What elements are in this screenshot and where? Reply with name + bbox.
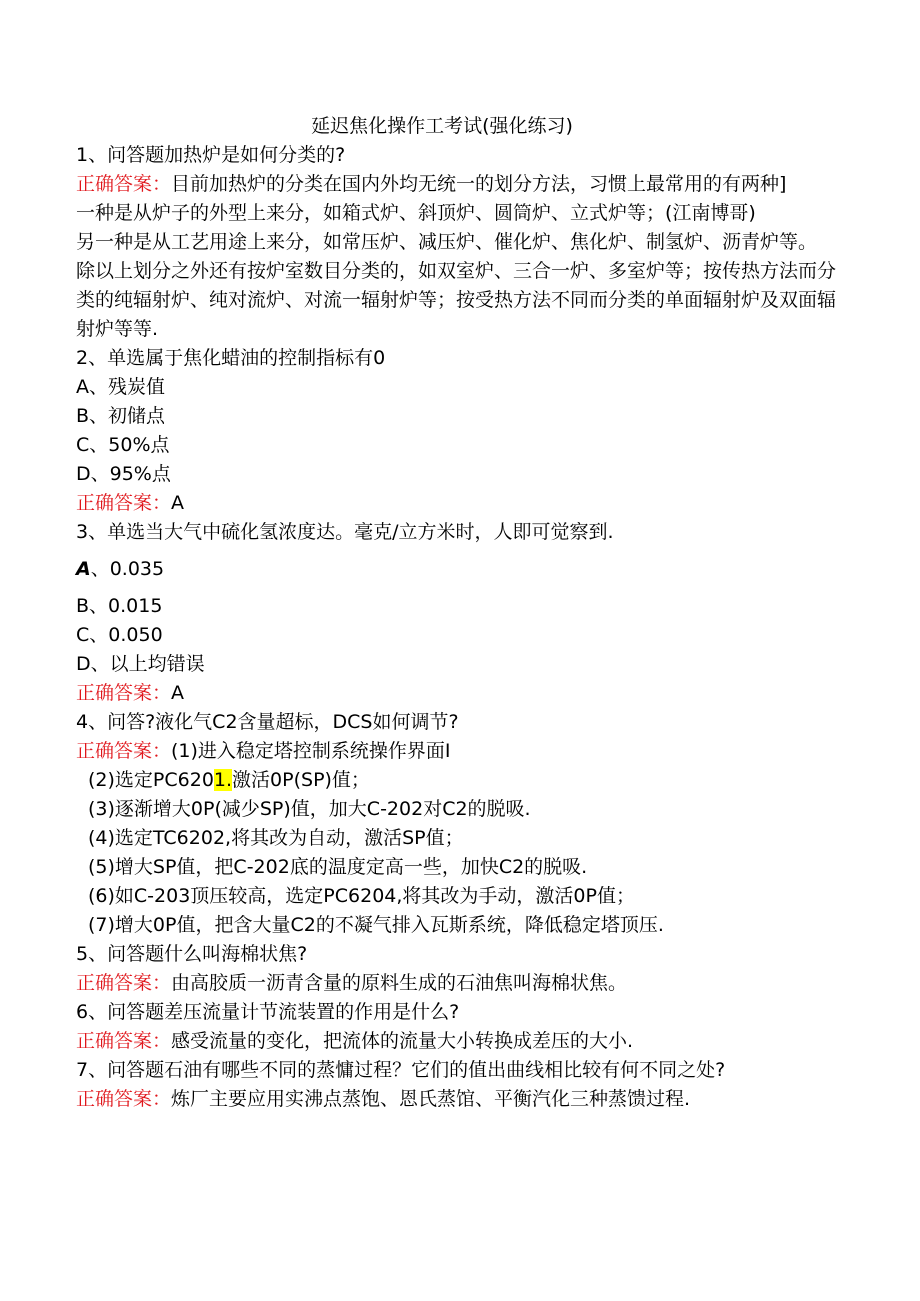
q3-option-a-letter: A (76, 558, 91, 580)
spacer (76, 547, 836, 555)
q2-option-a: A、残炭值 (76, 376, 165, 398)
answer-4-step-6: (6)如C-203顶压较高，选定PC6204,将其改为手动，激活0P值； (88, 885, 635, 907)
q3-option-d: D、以上均错误 (76, 653, 205, 675)
answer-label: 正确答案： (76, 740, 172, 762)
answer-4-step-4: (4)选定TC6202,将其改为自动，激活SP值； (88, 827, 464, 849)
answer-4-step-7: (7)增大0P值，把含大量C2的不凝气排入瓦斯系统，降低稳定塔顶压. (88, 914, 664, 936)
question-1: 1、问答题加热炉是如何分类的? (76, 144, 346, 166)
q3-option-c: C、0.050 (76, 624, 163, 646)
answer-2 (76, 489, 836, 518)
answer-1-line-4: 除以上划分之外还有按炉室数目分类的，如双室炉、三合一炉、多室炉等；按传热方法而分类的纯辐射炉、纯对流炉、对流一辐射炉等；按受热方法不同而分类的单面辐射炉及双面辐射炉等等. (76, 260, 837, 340)
answer-3 (76, 679, 836, 708)
answer-label: 正确答案： (76, 492, 172, 514)
answer-4-step-2 (76, 766, 836, 795)
answer-label: 正确答案： (76, 682, 172, 704)
q3-option-a-text: 、0.035 (90, 558, 165, 580)
answer-4-step-1: (1)进入稳定塔控制系统操作界面I (171, 740, 451, 762)
answer-1-line-1 (76, 170, 836, 199)
page-title: 延迟焦化操作工考试(强化练习) (311, 115, 573, 137)
exam-content (76, 141, 836, 1114)
answer-5 (76, 969, 836, 998)
answer-6 (76, 1027, 836, 1056)
question-2: 2、单选属于焦化蜡油的控制指标有0 (76, 347, 386, 369)
answer-5-text: 由高胶质一沥青含量的原料生成的石油焦叫海棉状焦。 (171, 972, 628, 994)
answer-label: 正确答案： (76, 1088, 172, 1110)
step-2-prefix: (2)选定PC620 (88, 769, 214, 791)
answer-7 (76, 1085, 836, 1114)
question-3: 3、单选当大气中硫化氢浓度达。毫克/立方米时，人即可觉察到. (76, 521, 614, 543)
answer-7-text: 炼厂主要应用实沸点蒸饱、恩氏蒸馆、平衡汽化三种蒸馈过程. (171, 1088, 691, 1110)
answer-4-step-3: (3)逐渐增大0P(减少SP)值，加大C-202对C2的脱吸. (88, 798, 531, 820)
q2-option-d: D、95%点 (76, 463, 171, 485)
step-2-highlight: 1. (213, 769, 233, 791)
answer-2-value: A (171, 492, 185, 514)
answer-label: 正确答案： (76, 1030, 172, 1052)
q2-option-b: B、初储点 (76, 405, 166, 427)
question-4: 4、问答?液化气C2含量超标，DCS如何调节? (76, 711, 459, 733)
q3-option-a (76, 555, 836, 584)
step-2-suffix: 激活0P(SP)值； (232, 769, 370, 791)
question-6: 6、问答题差压流量计节流装置的作用是什么? (76, 1001, 460, 1023)
answer-label: 正确答案： (76, 173, 172, 195)
q2-option-c: C、50%点 (76, 434, 170, 456)
answer-1-line-2: 一种是从炉子的外型上来分，如箱式炉、斜顶炉、圆筒炉、立式炉等；(江南博哥) (76, 202, 756, 224)
question-5: 5、问答题什么叫海棉状焦? (76, 943, 308, 965)
question-7: 7、问答题石油有哪些不同的蒸慵过程？它们的值出曲线相比较有何不同之处? (76, 1059, 726, 1081)
answer-6-text: 感受流量的变化，把流体的流量大小转换成差压的大小. (171, 1030, 634, 1052)
answer-1-line-3: 另一种是从工艺用途上来分，如常压炉、减压炉、催化炉、焦化炉、制氢炉、沥青炉等。 (76, 231, 818, 253)
answer-label: 正确答案： (76, 972, 172, 994)
answer-1-text: 目前加热炉的分类在国内外均无统一的划分方法，习惯上最常用的有两种] (171, 173, 787, 195)
answer-3-value: A (171, 682, 185, 704)
answer-4-step-5: (5)增大SP值，把C-202底的温度定高一些，加快C2的脱吸. (88, 856, 588, 878)
answer-4-line-1 (76, 737, 836, 766)
q3-option-b: B、0.015 (76, 595, 163, 617)
spacer (76, 584, 836, 592)
